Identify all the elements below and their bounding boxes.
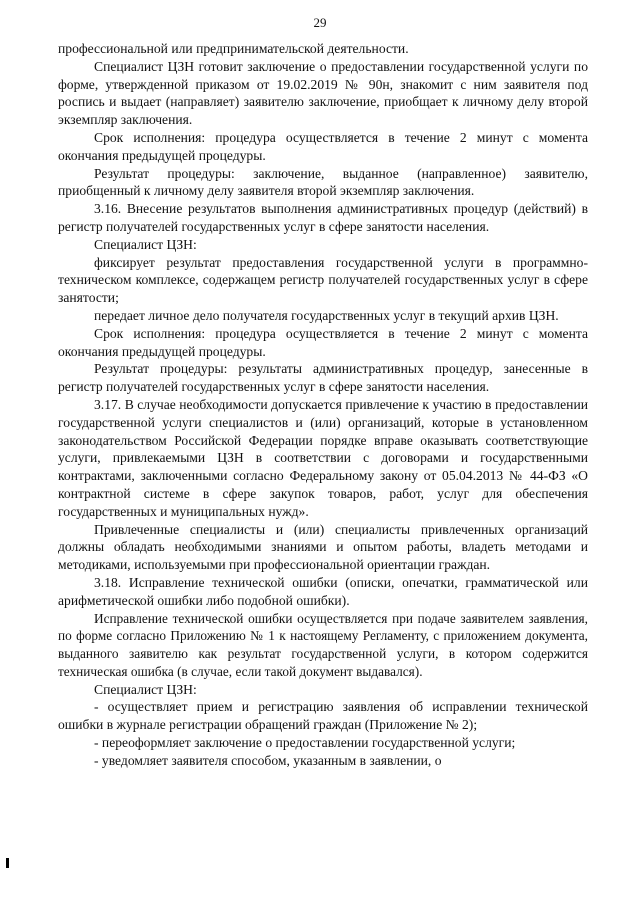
section-3-16-heading: 3.16. Внесение результатов выполнения административных процедур (действий) в регистр получателей государственных услуг в сфере занятости населения.	[58, 201, 588, 234]
paragraph-deadline-2: Срок исполнения: процедура осуществляется в течение 2 минут с момента окончания предыдущей процедуры.	[58, 325, 588, 359]
paragraph-specialist-label-2: Специалист ЦЗН:	[94, 681, 197, 697]
paragraph-continuation: профессиональной или предпринимательской деятельности.	[58, 41, 409, 56]
section-3-18-heading: 3.18. Исправление технической ошибки (описки, опечатки, грамматической или арифметической ошибки либо подобной ошибки).	[58, 574, 588, 608]
list-item-notification: - уведомляет заявителя способом, указанным в заявлении, о	[94, 752, 442, 768]
paragraph-conclusion-preparation: Специалист ЦЗН готовит заключение о предоставлении государственной услуги по форме, утвержденной приказом от 19.02.2019 № 90н, знакомит с ним заявителя под роспись и выдает (направляет) заявителю заключение, приобщает к личному делу второй экземпляр заключения.	[58, 58, 588, 128]
list-item-reissue: - переоформляет заключение о предоставлении государственной услуги;	[94, 735, 516, 751]
section-3-17: 3.17. В случае необходимости допускается привлечение к участию в предоставлении государственной услуги специалистов и (или) организаций, которые в установленном законодательством Российской Федерации порядке вправе оказывать соответствующие услуги, привлекаемыми ЦЗН в соответствии с договорами и государственными контрактами, заключенными согласно Федеральному закону от 05.04.2013 № 44-ФЗ «О контрактной системе в сфере закупок товаров, работ, услуг для обеспечения государственных и муниципальных нужд».	[58, 396, 588, 519]
list-item-registration: - осуществляет прием и регистрацию заявления об исправлении технической ошибки в журнале регистрации обращений граждан (Приложение № 2);	[58, 699, 588, 733]
paragraph-error-correction: Исправление технической ошибки осуществляется при подаче заявителем заявления, по форме согласно Приложению № 1 к настоящему Регламенту, с приложением документа, выданного заявителю как результат государственной услуги, в котором содержится техническая ошибка (в случае, если такой документ выдавался).	[58, 610, 588, 679]
paragraph-specialists-requirements: Привлеченные специалисты и (или) специалисты привлеченных организаций должны обладать необходимыми знаниями и опытом работы, владеть методами и методиками, используемыми при профессиональной ориентации граждан.	[58, 521, 588, 573]
paragraph-specialist-label-1: Специалист ЦЗН:	[94, 236, 197, 252]
scan-edge-mark	[6, 858, 9, 868]
page-number: 29	[313, 15, 327, 30]
paragraph-records-result: фиксирует результат предоставления государственной услуги в программно-техническом комплексе, содержащем регистр получателей государственных услуг в сфере занятости;	[58, 254, 588, 306]
paragraph-result-1: Результат процедуры: заключение, выданное (направленное) заявителю, приобщенный к личному делу заявителя второй экземпляр заключения.	[58, 165, 588, 199]
paragraph-result-2: Результат процедуры: результаты административных процедур, занесенные в регистр получателей государственных услуг в сфере занятости населения.	[58, 361, 588, 395]
paragraph-deadline-1: Срок исполнения: процедура осуществляется в течение 2 минут с момента окончания предыдущей процедуры.	[58, 129, 588, 163]
document-body	[58, 40, 588, 770]
paragraph-archive-transfer: передает личное дело получателя государственных услуг в текущий архив ЦЗН.	[94, 307, 559, 323]
